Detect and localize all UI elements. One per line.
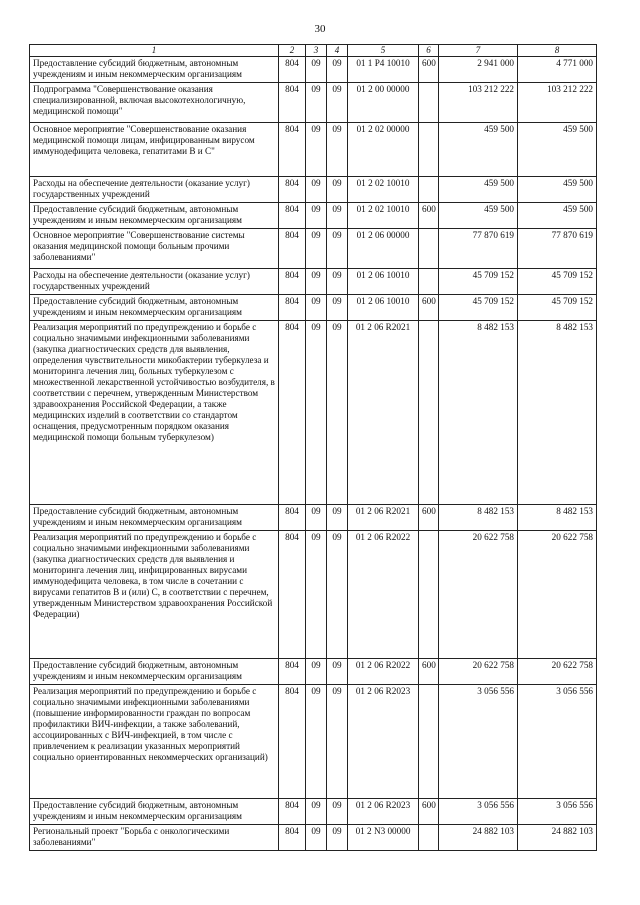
ministry-code: 804: [279, 684, 306, 798]
subsection-code: 09: [327, 320, 348, 504]
row-description: Основное мероприятие "Совершенствование системы оказания медицинской помощи больным прочими заболеваниями": [30, 228, 279, 268]
expense-type-code: [419, 268, 439, 294]
ministry-code: 804: [279, 82, 306, 122]
header-row: [30, 45, 597, 57]
table-row: [30, 56, 597, 82]
target-article-code: 01 2 N3 00000: [348, 824, 419, 850]
header-col-3: 3: [306, 45, 327, 57]
expense-type-code: 600: [419, 294, 439, 320]
subsection-code: 09: [327, 202, 348, 228]
expense-type-code: 600: [419, 56, 439, 82]
row-description: Реализация мероприятий по предупреждению и борьбе с социально значимыми инфекционными заболеваниями (повышение информированности граждан по вопросам профилактики ВИЧ-инфекции, а также заболеваний, ассоциированных с ВИЧ-инфекцией, в том числе с привлечением к реализации указанных мероприятий социально ориентированных некоммерческих организаций): [30, 684, 279, 798]
header-col-1: 1: [30, 45, 279, 57]
header-col-2: 2: [279, 45, 306, 57]
ministry-code: 804: [279, 798, 306, 824]
ministry-code: 804: [279, 658, 306, 684]
target-article-code: 01 2 06 R2023: [348, 798, 419, 824]
target-article-code: 01 1 P4 10010: [348, 56, 419, 82]
row-description: Основное мероприятие "Совершенствование оказания медицинской помощи лицам, инфицированным вирусом иммунодефицита человека, гепатитами В и С": [30, 122, 279, 176]
section-code: 09: [306, 504, 327, 530]
row-description: Предоставление субсидий бюджетным, автономным учреждениям и иным некоммерческим организациям: [30, 294, 279, 320]
amount-col-8: 8 482 153: [518, 320, 597, 504]
table-row: [30, 268, 597, 294]
expense-type-code: [419, 228, 439, 268]
section-code: 09: [306, 294, 327, 320]
row-description: Региональный проект "Борьба с онкологическими заболеваниями": [30, 824, 279, 850]
amount-col-8: 3 056 556: [518, 798, 597, 824]
expense-type-code: [419, 684, 439, 798]
ministry-code: 804: [279, 122, 306, 176]
expense-type-code: 600: [419, 504, 439, 530]
target-article-code: 01 2 02 10010: [348, 202, 419, 228]
ministry-code: 804: [279, 824, 306, 850]
target-article-code: 01 2 06 R2022: [348, 530, 419, 658]
subsection-code: 09: [327, 504, 348, 530]
amount-col-8: 45 709 152: [518, 294, 597, 320]
subsection-code: 09: [327, 176, 348, 202]
table-row: [30, 82, 597, 122]
subsection-code: 09: [327, 798, 348, 824]
table-row: [30, 504, 597, 530]
amount-col-8: 20 622 758: [518, 530, 597, 658]
section-code: 09: [306, 320, 327, 504]
row-description: Предоставление субсидий бюджетным, автономным учреждениям и иным некоммерческим организациям: [30, 798, 279, 824]
ministry-code: 804: [279, 320, 306, 504]
expense-type-code: [419, 824, 439, 850]
table-row: [30, 684, 597, 798]
row-description: Предоставление субсидий бюджетным, автономным учреждениям и иным некоммерческим организациям: [30, 504, 279, 530]
amount-col-7: 20 622 758: [439, 658, 518, 684]
amount-col-7: 3 056 556: [439, 684, 518, 798]
section-code: 09: [306, 82, 327, 122]
subsection-code: 09: [327, 530, 348, 658]
ministry-code: 804: [279, 294, 306, 320]
target-article-code: 01 2 00 00000: [348, 82, 419, 122]
amount-col-7: 3 056 556: [439, 798, 518, 824]
ministry-code: 804: [279, 56, 306, 82]
header-col-8: 8: [518, 45, 597, 57]
expense-type-code: 600: [419, 202, 439, 228]
amount-col-7: 20 622 758: [439, 530, 518, 658]
target-article-code: 01 2 02 00000: [348, 122, 419, 176]
subsection-code: 09: [327, 228, 348, 268]
subsection-code: 09: [327, 82, 348, 122]
header-col-6: 6: [419, 45, 439, 57]
row-description: Реализация мероприятий по предупреждению и борьбе с социально значимыми инфекционными заболеваниями (закупка диагностических средств для выявления, определения чувствительности микобактерии туберкулеза и мониторинга лечения лиц, больных туберкулезом с множественной лекарственной устойчивостью возбудителя, в соответствии с перечнем, утвержденным Министерством здравоохранения Российской Федерации, а также медицинских изделий в соответствии со стандартом оснащения, предусмотренным порядком оказания медицинской помощи больным туберкулезом): [30, 320, 279, 504]
amount-col-8: 4 771 000: [518, 56, 597, 82]
ministry-code: 804: [279, 268, 306, 294]
amount-col-8: 77 870 619: [518, 228, 597, 268]
amount-col-8: 459 500: [518, 122, 597, 176]
expense-type-code: 600: [419, 798, 439, 824]
section-code: 09: [306, 202, 327, 228]
target-article-code: 01 2 06 00000: [348, 228, 419, 268]
section-code: 09: [306, 658, 327, 684]
table-row: [30, 320, 597, 504]
amount-col-7: 45 709 152: [439, 294, 518, 320]
header-col-7: 7: [439, 45, 518, 57]
ministry-code: 804: [279, 504, 306, 530]
row-description: Расходы на обеспечение деятельности (оказание услуг) государственных учреждений: [30, 176, 279, 202]
target-article-code: 01 2 02 10010: [348, 176, 419, 202]
ministry-code: 804: [279, 530, 306, 658]
section-code: 09: [306, 798, 327, 824]
row-description: Предоставление субсидий бюджетным, автономным учреждениям и иным некоммерческим организациям: [30, 658, 279, 684]
subsection-code: 09: [327, 294, 348, 320]
section-code: 09: [306, 176, 327, 202]
target-article-code: 01 2 06 10010: [348, 294, 419, 320]
amount-col-7: 2 941 000: [439, 56, 518, 82]
table-row: [30, 798, 597, 824]
expense-type-code: [419, 320, 439, 504]
amount-col-7: 24 882 103: [439, 824, 518, 850]
amount-col-7: 459 500: [439, 122, 518, 176]
target-article-code: 01 2 06 R2023: [348, 684, 419, 798]
amount-col-8: 24 882 103: [518, 824, 597, 850]
ministry-code: 804: [279, 176, 306, 202]
section-code: 09: [306, 56, 327, 82]
row-description: Подпрограмма "Совершенствование оказания специализированной, включая высокотехнологичную, медицинской помощи": [30, 82, 279, 122]
target-article-code: 01 2 06 10010: [348, 268, 419, 294]
amount-col-8: 45 709 152: [518, 268, 597, 294]
ministry-code: 804: [279, 228, 306, 268]
amount-col-7: 77 870 619: [439, 228, 518, 268]
row-description: Реализация мероприятий по предупреждению и борьбе с социально значимыми инфекционными заболеваниями (закупка диагностических средств для выявления и мониторинга лечения лиц, инфицированных вирусами иммунодефицита человека, в том числе в сочетании с вирусами гепатитов В и (или) С, в соответствии с перечнем, утвержденным Министерством здравоохранения Российской Федерации): [30, 530, 279, 658]
amount-col-7: 459 500: [439, 176, 518, 202]
section-code: 09: [306, 684, 327, 798]
expense-type-code: [419, 530, 439, 658]
amount-col-7: 45 709 152: [439, 268, 518, 294]
row-description: Предоставление субсидий бюджетным, автономным учреждениям и иным некоммерческим организациям: [30, 202, 279, 228]
page-number: 30: [314, 23, 326, 35]
table-row: [30, 176, 597, 202]
amount-col-8: 459 500: [518, 202, 597, 228]
target-article-code: 01 2 06 R2022: [348, 658, 419, 684]
amount-col-7: 8 482 153: [439, 320, 518, 504]
table-row: [30, 202, 597, 228]
target-article-code: 01 2 06 R2021: [348, 320, 419, 504]
row-description: Предоставление субсидий бюджетным, автономным учреждениям и иным некоммерческим организациям: [30, 56, 279, 82]
section-code: 09: [306, 530, 327, 658]
target-article-code: 01 2 06 R2021: [348, 504, 419, 530]
section-code: 09: [306, 228, 327, 268]
expense-type-code: 600: [419, 658, 439, 684]
amount-col-8: 20 622 758: [518, 658, 597, 684]
table-row: [30, 294, 597, 320]
section-code: 09: [306, 824, 327, 850]
table-row: [30, 658, 597, 684]
subsection-code: 09: [327, 268, 348, 294]
expense-type-code: [419, 82, 439, 122]
ministry-code: 804: [279, 202, 306, 228]
expense-type-code: [419, 122, 439, 176]
subsection-code: 09: [327, 684, 348, 798]
budget-table: [29, 44, 597, 851]
amount-col-8: 3 056 556: [518, 684, 597, 798]
section-code: 09: [306, 122, 327, 176]
amount-col-8: 459 500: [518, 176, 597, 202]
subsection-code: 09: [327, 824, 348, 850]
amount-col-7: 8 482 153: [439, 504, 518, 530]
table-row: [30, 530, 597, 658]
expense-type-code: [419, 176, 439, 202]
amount-col-8: 103 212 222: [518, 82, 597, 122]
table-row: [30, 122, 597, 176]
table-row: [30, 824, 597, 850]
table-row: [30, 228, 597, 268]
section-code: 09: [306, 268, 327, 294]
row-description: Расходы на обеспечение деятельности (оказание услуг) государственных учреждений: [30, 268, 279, 294]
amount-col-7: 459 500: [439, 202, 518, 228]
header-col-4: 4: [327, 45, 348, 57]
subsection-code: 09: [327, 122, 348, 176]
amount-col-7: 103 212 222: [439, 82, 518, 122]
header-col-5: 5: [348, 45, 419, 57]
subsection-code: 09: [327, 658, 348, 684]
subsection-code: 09: [327, 56, 348, 82]
amount-col-8: 8 482 153: [518, 504, 597, 530]
